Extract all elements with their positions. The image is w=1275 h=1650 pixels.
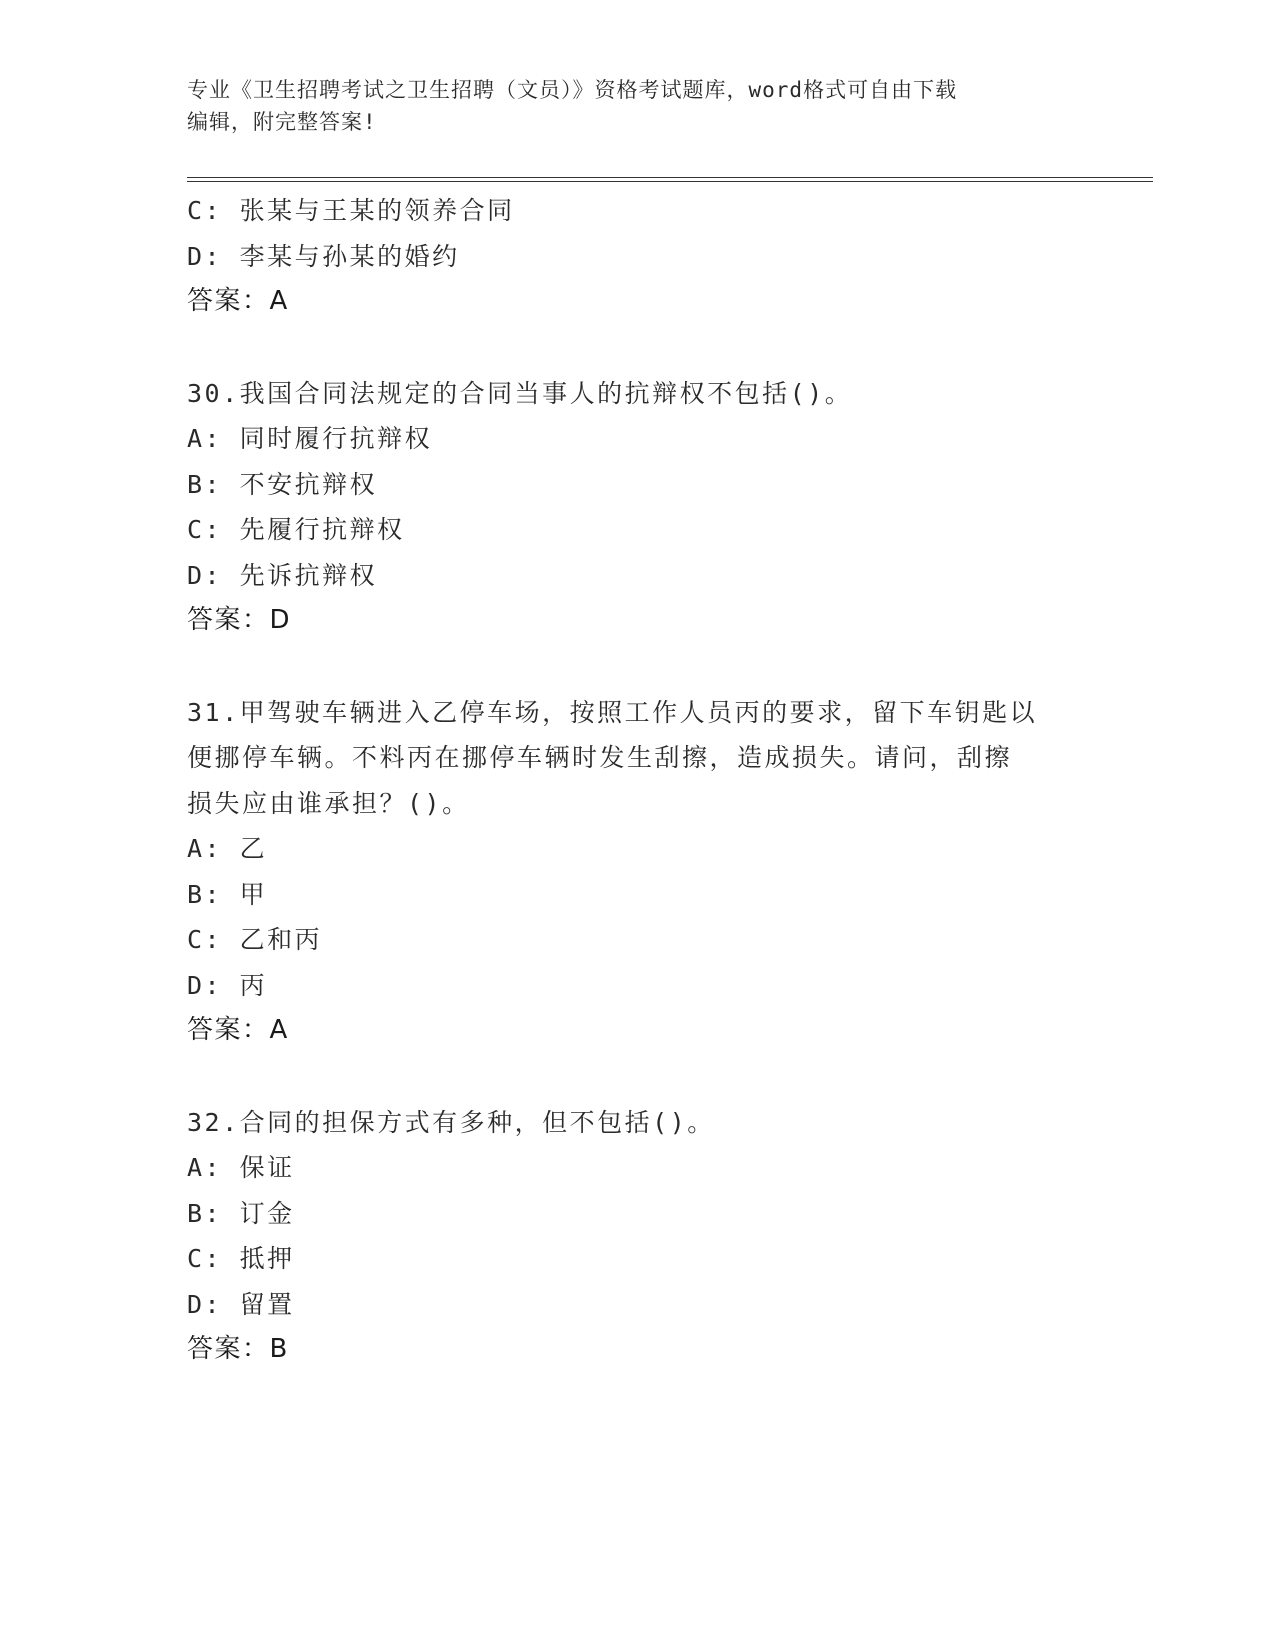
question-stem-line-2: 便挪停车辆。不料丙在挪停车辆时发生刮擦，造成损失。请问，刮擦 bbox=[187, 743, 1013, 772]
question-stem-line-1: 31.甲驾驶车辆进入乙停车场，按照工作人员丙的要求，留下车钥匙以 bbox=[187, 697, 1038, 727]
answer-line: 答案：A bbox=[187, 286, 289, 316]
question-stem: 32.合同的担保方式有多种，但不包括()。 bbox=[187, 1107, 715, 1137]
header-line-1: 专业《卫生招聘考试之卫生招聘（文员）》资格考试题库，word格式可自由下载 bbox=[187, 78, 958, 102]
answer-line: 答案：A bbox=[187, 1015, 289, 1045]
question-block-30 bbox=[187, 371, 1087, 644]
option-a: A: 乙 bbox=[187, 834, 268, 863]
question-list bbox=[187, 188, 1087, 1373]
option-c: C: 乙和丙 bbox=[187, 925, 323, 954]
spacer bbox=[187, 644, 1087, 690]
question-stem-line-3: 损失应由谁承担？()。 bbox=[187, 788, 470, 818]
header-line-2: 编辑，附完整答案! bbox=[187, 110, 377, 134]
spacer bbox=[187, 1054, 1087, 1100]
header-divider-top bbox=[187, 177, 1153, 178]
question-block-prev bbox=[187, 188, 1087, 325]
document-header bbox=[187, 74, 1067, 138]
question-stem: 30.我国合同法规定的合同当事人的抗辩权不包括()。 bbox=[187, 378, 853, 408]
option-d: D: 丙 bbox=[187, 970, 268, 1000]
answer-line: 答案：D bbox=[187, 605, 292, 635]
spacer bbox=[187, 325, 1087, 371]
option-c: C: 抵押 bbox=[187, 1244, 295, 1273]
question-block-32 bbox=[187, 1100, 1087, 1373]
option-c: C: 先履行抗辩权 bbox=[187, 515, 405, 544]
question-block-31 bbox=[187, 690, 1087, 1054]
option-d: D: 先诉抗辩权 bbox=[187, 560, 378, 590]
header-divider-bottom bbox=[187, 181, 1153, 182]
option-c: C: 张某与王某的领养合同 bbox=[187, 196, 515, 225]
option-a: A: 同时履行抗辩权 bbox=[187, 424, 433, 453]
answer-line: 答案：B bbox=[187, 1334, 289, 1364]
option-d: D: 留置 bbox=[187, 1289, 295, 1319]
option-a: A: 保证 bbox=[187, 1153, 295, 1182]
option-b: B: 甲 bbox=[187, 879, 268, 909]
option-b: B: 订金 bbox=[187, 1198, 295, 1228]
option-d: D: 李某与孙某的婚约 bbox=[187, 241, 460, 271]
option-b: B: 不安抗辩权 bbox=[187, 469, 378, 499]
